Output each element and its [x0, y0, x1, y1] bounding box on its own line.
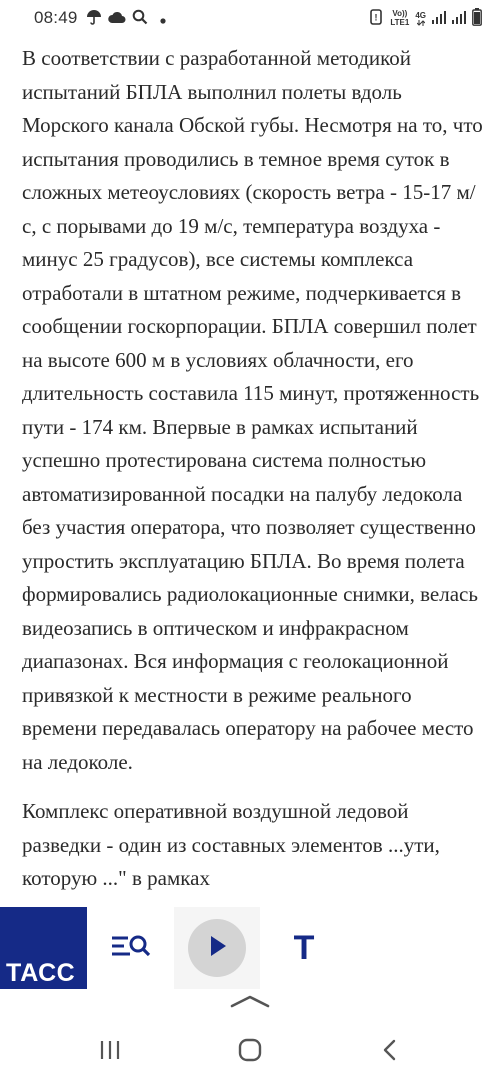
- menu-search-button[interactable]: [87, 907, 174, 989]
- tass-logo[interactable]: [0, 907, 87, 989]
- recents-icon: [98, 1039, 122, 1066]
- battery-icon: [472, 8, 482, 28]
- volte-label-bottom: LTE1: [390, 18, 410, 27]
- alarm-icon: [368, 9, 384, 27]
- font-size-button[interactable]: [260, 907, 348, 989]
- logo-text: ТАСС: [6, 959, 76, 987]
- back-icon: [380, 1038, 400, 1067]
- lte-label: 4G: [415, 10, 426, 20]
- status-right-icons: [368, 8, 482, 28]
- dot-icon: [160, 11, 166, 29]
- cloud-icon: [108, 10, 126, 29]
- play-icon: [206, 934, 228, 963]
- lte-signal-icon: [415, 11, 426, 26]
- home-button[interactable]: [230, 1035, 270, 1069]
- status-left-icons: [86, 9, 166, 30]
- signal-icon: [432, 10, 446, 26]
- volte-icon: [390, 9, 409, 27]
- play-panel: [174, 907, 260, 989]
- article-body: [22, 42, 484, 912]
- gesture-area[interactable]: [0, 989, 500, 1021]
- signal-icon-2: [452, 10, 466, 26]
- play-button[interactable]: [188, 919, 246, 977]
- umbrella-icon: [86, 9, 102, 30]
- font-size-icon: Т: [293, 928, 315, 967]
- chevron-up-icon[interactable]: [228, 993, 272, 1021]
- home-icon: [237, 1037, 263, 1068]
- back-button[interactable]: [370, 1035, 410, 1069]
- article-paragraph: В соответствии с разработанной методикой испытаний БПЛА выполнил полеты вдоль Морского канала Обской губы. Несмотря на то, что испытания проводились в темное время суток в сложных метеоусловиях (скорость ветра - 15-17 м/с, с порывами до 19 м/с, температура воздуха - минус 25 градусов), все системы комплекса отработали в штатном режиме, подчеркивается в сообщении госкорпорации. БПЛА совершил полет на высоте 600 м в условиях облачности, его длительность составила 115 минут, протяженность пути - 174 км. Впервые в рамках испытаний успешно протестирована система полностью автоматизированной посадки на палубу ледокола без участия оператора, что позволяет существенно упростить эксплуатацию БПЛА. Во время полета формировались радиолокационные снимки, велась видеозапись в оптическом и инфракрасном диапазонах. Вся информация с геолокационной привязкой к местности в режиме реального времени передавалась оператору на рабочее место на ледоколе.: [22, 46, 483, 774]
- app-toolbar: [0, 907, 500, 989]
- svg-text:!: !: [374, 12, 378, 23]
- recents-button[interactable]: [90, 1035, 130, 1069]
- menu-search-icon: [110, 932, 152, 965]
- status-time: 08:49: [34, 8, 78, 27]
- status-bar: [0, 0, 500, 38]
- navigation-bar: [0, 1021, 500, 1083]
- volte-label-top: Vo)): [392, 9, 408, 18]
- article-paragraph: Комплекс оперативной воздушной ледовой разведки - один из составных элементов ...ути, которую ..." в рамках: [22, 799, 440, 890]
- search-icon: [132, 9, 148, 30]
